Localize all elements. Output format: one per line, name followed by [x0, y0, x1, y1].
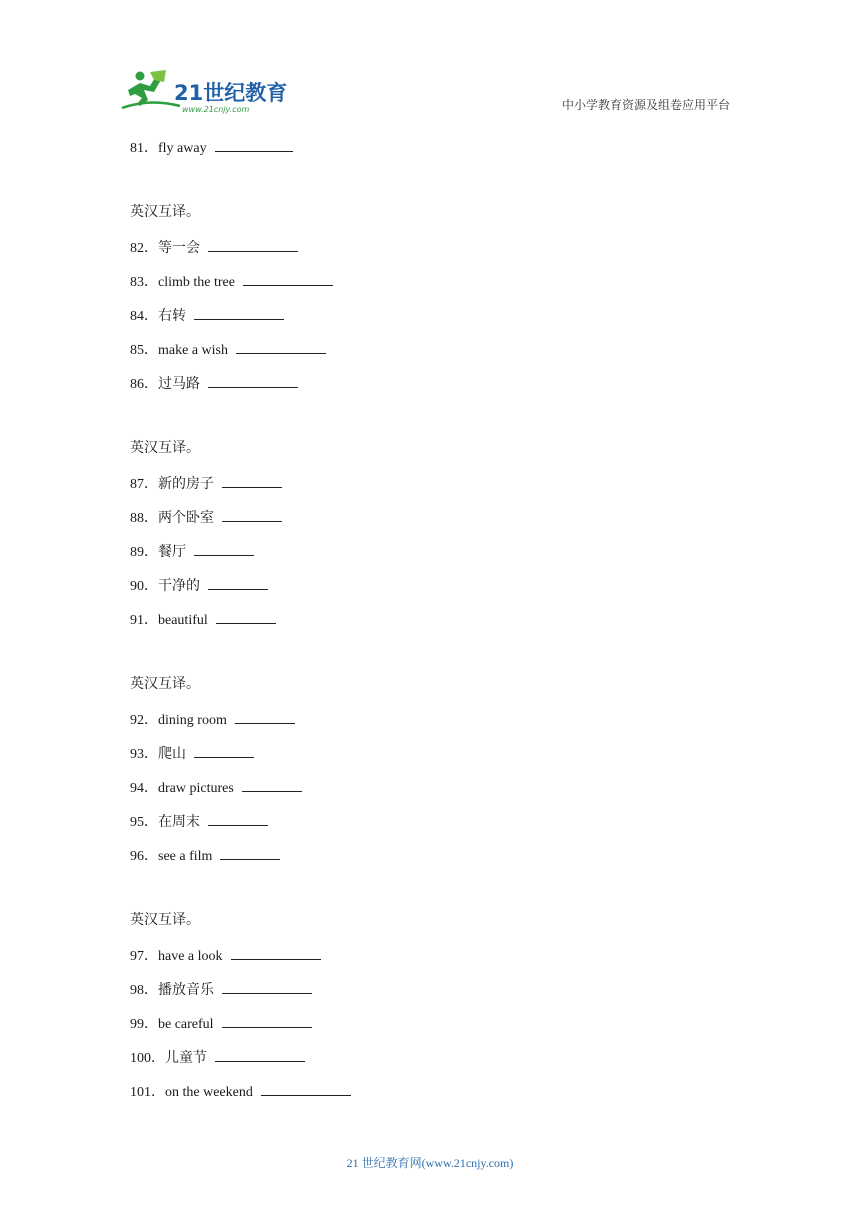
answer-blank[interactable]: [231, 944, 321, 960]
question-item: [130, 742, 750, 776]
answer-blank[interactable]: [208, 810, 268, 826]
question-item: [130, 338, 750, 372]
question-item: [130, 810, 750, 844]
question-number: 100．: [130, 1051, 165, 1066]
question-number: 88．: [130, 511, 158, 526]
answer-blank[interactable]: [222, 978, 312, 994]
question-item: [130, 978, 750, 1012]
question-number: 93．: [130, 747, 158, 762]
question-number: 82．: [130, 241, 158, 256]
section-spacer: [130, 642, 750, 674]
question-text: 右转: [158, 309, 186, 324]
question-text: dining room: [158, 713, 227, 728]
section-spacer: [130, 170, 750, 202]
question-item: [130, 844, 750, 878]
answer-blank[interactable]: [208, 372, 298, 388]
question-text: beautiful: [158, 613, 208, 628]
answer-blank[interactable]: [222, 1012, 312, 1028]
question-text: make a wish: [158, 343, 228, 358]
question-text: 餐厅: [158, 545, 186, 560]
question-item: [130, 236, 750, 270]
question-text: 过马路: [158, 377, 200, 392]
question-text: 播放音乐: [158, 983, 214, 998]
section-spacer: [130, 406, 750, 438]
question-text: 新的房子: [158, 477, 214, 492]
answer-blank[interactable]: [242, 776, 302, 792]
question-number: 90．: [130, 579, 158, 594]
question-item: [130, 608, 750, 642]
question-number: 91．: [130, 613, 158, 628]
footer-link[interactable]: 21 世纪教育网(www.21cnjy.com): [346, 1156, 514, 1170]
question-number: 96．: [130, 849, 158, 864]
answer-blank[interactable]: [222, 506, 282, 522]
logo-icon: [120, 68, 290, 116]
question-item: [130, 776, 750, 810]
question-item: [130, 1080, 750, 1114]
answer-blank[interactable]: [243, 270, 333, 286]
question-item: [130, 944, 750, 978]
question-text: 干净的: [158, 579, 200, 594]
section-spacer: [130, 878, 750, 910]
question-number: 99．: [130, 1017, 158, 1032]
question-item: [130, 304, 750, 338]
question-text: 两个卧室: [158, 511, 214, 526]
question-text: climb the tree: [158, 275, 235, 290]
question-number: 98．: [130, 983, 158, 998]
question-text: fly away: [158, 141, 207, 156]
question-number: 89．: [130, 545, 158, 560]
question-number: 85．: [130, 343, 158, 358]
section-title: 英汉互译。: [130, 441, 200, 456]
question-item: [130, 506, 750, 540]
question-text: be careful: [158, 1017, 214, 1032]
question-number: 94．: [130, 781, 158, 796]
question-text: 在周末: [158, 815, 200, 830]
question-number: 84．: [130, 309, 158, 324]
worksheet-body: [130, 136, 750, 1114]
answer-blank[interactable]: [215, 1046, 305, 1062]
question-text: 儿童节: [165, 1051, 207, 1066]
answer-blank[interactable]: [261, 1080, 351, 1096]
section-title: 英汉互译。: [130, 205, 200, 220]
answer-blank[interactable]: [194, 304, 284, 320]
question-number: 92．: [130, 713, 158, 728]
question-item: [130, 372, 750, 406]
section-title: 英汉互译。: [130, 677, 200, 692]
answer-blank[interactable]: [208, 574, 268, 590]
answer-blank[interactable]: [208, 236, 298, 252]
question-text: see a film: [158, 849, 213, 864]
question-number: 87．: [130, 477, 158, 492]
logo-text: 21世纪教育: [174, 81, 288, 105]
question-number: 97．: [130, 949, 158, 964]
question-item: [130, 1046, 750, 1080]
question-number: 81．: [130, 141, 158, 156]
answer-blank[interactable]: [194, 540, 254, 556]
answer-blank[interactable]: [235, 708, 295, 724]
question-number: 101．: [130, 1085, 165, 1100]
question-text: 爬山: [158, 747, 186, 762]
question-item: [130, 574, 750, 608]
question-item: [130, 472, 750, 506]
question-number: 86．: [130, 377, 158, 392]
question-text: 等一会: [158, 241, 200, 256]
logo-url: www.21cnjy.com: [182, 105, 250, 114]
question-text: on the weekend: [165, 1085, 253, 1100]
section-title: 英汉互译。: [130, 913, 200, 928]
question-item: [130, 708, 750, 742]
answer-blank[interactable]: [215, 136, 293, 152]
question-item: [130, 270, 750, 304]
answer-blank[interactable]: [236, 338, 326, 354]
answer-blank[interactable]: [220, 844, 280, 860]
platform-label: 中小学教育资源及组卷应用平台: [561, 98, 730, 112]
answer-blank[interactable]: [222, 472, 282, 488]
question-item: [130, 1012, 750, 1046]
question-text: draw pictures: [158, 781, 234, 796]
answer-blank[interactable]: [194, 742, 254, 758]
question-text: have a look: [158, 949, 223, 964]
question-number: 95．: [130, 815, 158, 830]
page-header: [120, 68, 740, 118]
answer-blank[interactable]: [216, 608, 276, 624]
question-item: [130, 136, 750, 170]
question-item: [130, 540, 750, 574]
question-number: 83．: [130, 275, 158, 290]
